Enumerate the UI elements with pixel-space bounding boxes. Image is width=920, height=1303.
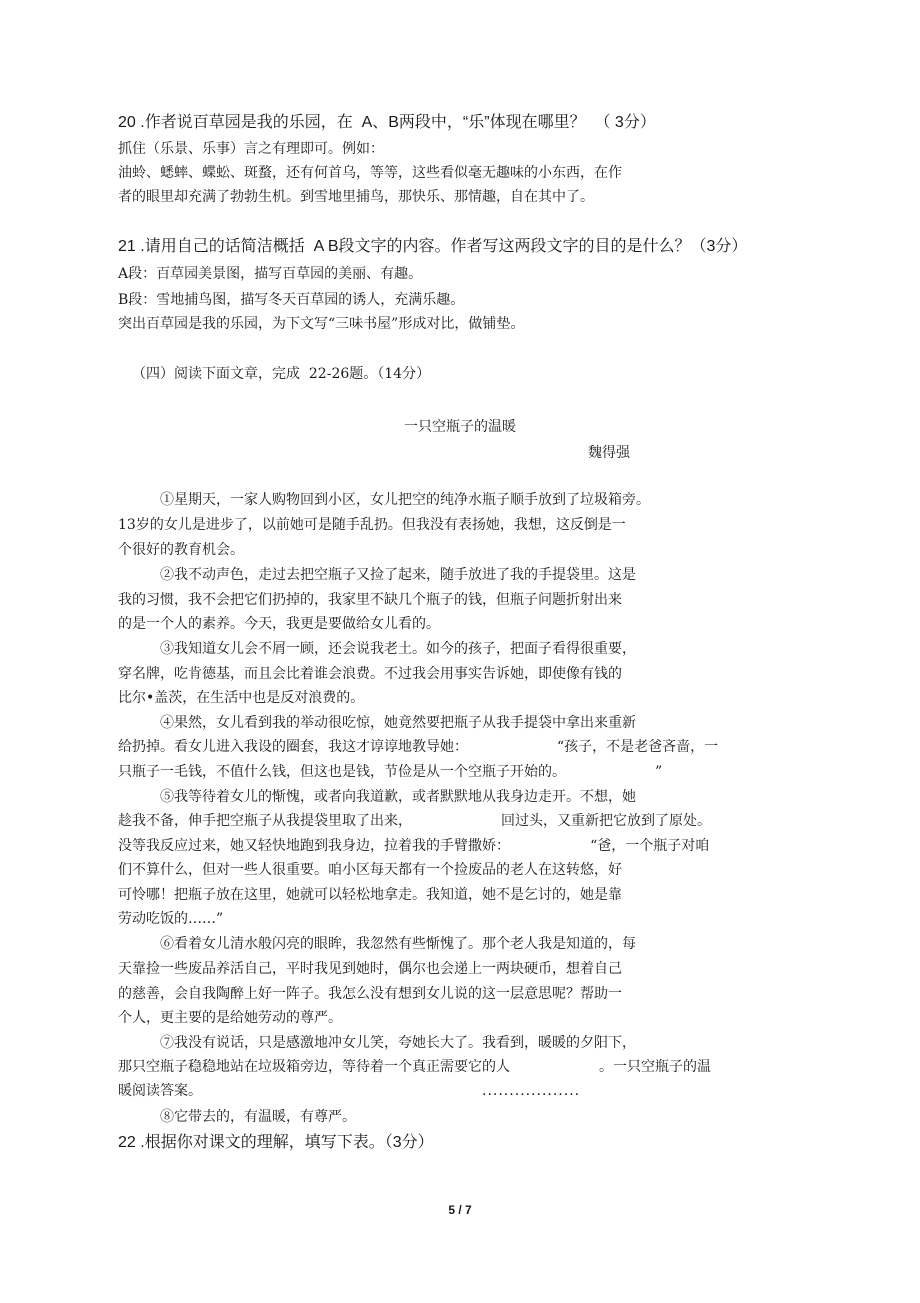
article-line: ④果然，女儿看到我的举动很吃惊，她竟然要把瓶子从我手提袋中拿出来重新 (160, 715, 636, 731)
article-author: 魏得强 (588, 445, 630, 461)
article-line: 只瓶子一毛钱，不值什么钱，但这也是钱，节俭是从一个空瓶子开始的。 ” (118, 764, 663, 780)
article-line: 比尔•盖茨，在生活中也是反对浪费的。 (118, 690, 365, 706)
article-line: 那只空瓶子稳稳地站在垃圾箱旁边，等待着一个真正需要它的人 。一只空瓶子的温 (118, 1059, 712, 1075)
question-22: 22 .根据你对课文的理解，填写下表。（3分） (118, 1134, 434, 1151)
article-line: ①星期天，一家人购物回到小区，女儿把空的纯净水瓶子顺手放到了垃圾箱旁。 (160, 492, 650, 508)
article-line: 个很好的教育机会。 (118, 542, 244, 558)
section-4-heading: （四）阅读下面文章，完成 22-26题。（14分） (132, 366, 431, 382)
article-line: 暖阅读答案。 (118, 1083, 202, 1099)
article-line: 给扔掉。看女儿进入我设的圈套，我这才谆谆地教导她： “孩子，不是老爸吝啬，一 (118, 739, 719, 755)
article-line: ⑤我等待着女儿的惭愧，或者向我道歉，或者默默地从我身边走开。不想，她 (160, 789, 636, 805)
article-line: 穿名牌，吃肯德基，而且会比着谁会浪费。不过我会用事实告诉她，即使像有钱的 (118, 666, 622, 682)
article-line: 的慈善，会自我陶醉上好一阵子。我怎么没有想到女儿说的这一层意思呢？帮助一 (118, 986, 622, 1002)
dotted-leader: .................. (482, 1083, 581, 1099)
article-line: 趁我不备，伸手把空瓶子从我提袋里取了出来， 回过头，又重新把它放到了原处。 (118, 813, 712, 829)
article-line: 天靠捡一些废品养活自己，平时我见到她时，偶尔也会递上一两块硬币，想着自己 (118, 961, 622, 977)
article-line: 我的习惯，我不会把它们扔掉的，我家里不缺几个瓶子的钱，但瓶子问题折射出来 (118, 592, 622, 608)
article-line: 没等我反应过来，她又轻快地跑到我身边，拉着我的手臂撒娇： “爸，一个瓶子对咱 (118, 838, 710, 854)
answer-20-line-1: 抓住（乐景、乐事）言之有理即可。例如： (118, 141, 384, 157)
question-21: 21 .请用自己的话简洁概括 A B段文字的内容。作者写这两段文字的目的是什么？（3分） (118, 238, 748, 255)
article-line: 们不算什么，但对一些人很重要。咱小区每天都有一个捡废品的老人在这转悠，好 (118, 862, 622, 878)
answer-21-line-3: 突出百草园是我的乐园，为下文写“三味书屋”形成对比，做铺垫。 (118, 316, 525, 332)
answer-21-line-2: B段：雪地捕鸟图，描写冬天百草园的诱人，充满乐趣。 (118, 292, 465, 308)
article-line: 13岁的女儿是进步了，以前她可是随手乱扔。但我没有表扬她，我想，这反倒是一 (118, 517, 626, 533)
article-line: ⑥看着女儿清水般闪亮的眼眸，我忽然有些惭愧了。那个老人我是知道的，每 (160, 936, 636, 952)
article-line: 可怜哪！把瓶子放在这里，她就可以轻松地拿走。我知道，她不是乞讨的，她是靠 (118, 887, 622, 903)
article-line: 个人，更主要的是给她劳动的尊严。 (118, 1010, 342, 1026)
article-line: 的是一个人的素养。今天，我更是要做给女儿看的。 (118, 616, 440, 632)
article-line: ⑧它带去的，有温暖，有尊严。 (160, 1109, 356, 1125)
page-number: 5 / 7 (448, 1203, 472, 1217)
answer-21-line-1: A段：百草园美景图，描写百草园的美丽、有趣。 (118, 266, 423, 282)
answer-20-line-2: 油蛉、蟋蟀、蝶蚣、斑蝥，还有何首乌，等等，这些看似毫无趣味的小东西，在作 (118, 165, 622, 181)
article-line: ②我不动声色，走过去把空瓶子又捡了起来，随手放进了我的手提袋里。这是 (160, 567, 636, 583)
article-line: 劳动吃饭的……” (118, 911, 224, 927)
article-line: ③我知道女儿会不屑一顾，还会说我老土。如今的孩子，把面子看得很重要， (160, 641, 636, 657)
answer-20-line-3: 者的眼里却充满了勃勃生机。到雪地里捕鸟，那快乐、那情趣，自在其中了。 (118, 189, 594, 205)
article-line: ⑦我没有说话，只是感激地冲女儿笑，夸她长大了。我看到，暖暖的夕阳下， (160, 1035, 636, 1051)
question-20: 20 .作者说百草园是我的乐园，在 A、B两段中，“乐”体现在哪里？ （ 3分） (118, 114, 656, 131)
article-title: 一只空瓶子的温暖 (404, 419, 516, 435)
